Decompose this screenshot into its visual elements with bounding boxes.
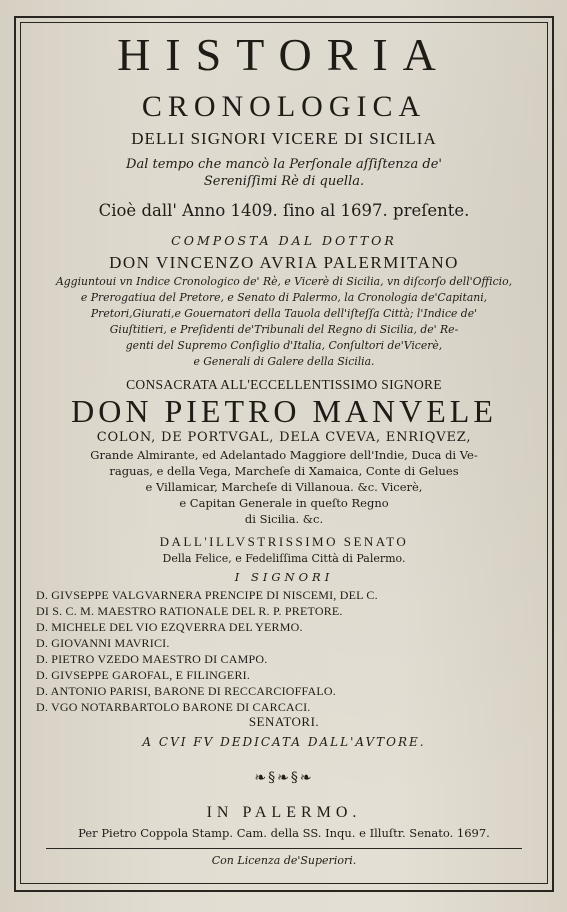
- senator-line: D. ANTONIO PARISI, BARONE DI RECCARCIOFFALO.: [36, 684, 336, 698]
- senato-heading: DALL'ILLVSTRISSIMO SENATO: [159, 534, 409, 549]
- title-historia: HISTORIA: [117, 29, 451, 80]
- dedicatee-title-1: Grande Almirante, ed Adelantado Maggiore dell'Indie, Duca di Ve-: [90, 448, 478, 462]
- senator-line: D. PIETRO VZEDO MAESTRO DI CAMPO.: [36, 652, 268, 666]
- signori-heading: I SIGNORI: [234, 570, 334, 584]
- dedicatee-title-5: di Sicilia. &c.: [244, 512, 324, 526]
- imprint-printer: Per Pietro Coppola Stamp. Cam. della SS. Inqu. e Illuſtr. Senato. 1697.: [78, 826, 490, 840]
- imprint-rule: [46, 848, 522, 849]
- consacrata-line: CONSACRATA ALL'ECCELLENTISSIMO SIGNORE: [126, 377, 442, 392]
- senatori-label: SENATORI.: [248, 714, 320, 729]
- aggiunto-line-2: e Prerogatiua del Pretore, e Senato di Palermo, la Cronologia de'Capitani,: [80, 291, 488, 304]
- senator-line: D. GIVSEPPE VALGVARNERA PRENCIPE DI NISCEMI, DEL C.: [36, 588, 378, 602]
- aggiunto-line-6: e Generali di Galere della Sicilia.: [193, 355, 375, 368]
- composta-line: COMPOSTA DAL DOTTOR: [171, 233, 397, 248]
- aggiunto-line-3: Pretori,Giurati,e Gouernatori della Tauola dell'iſteſſa Città; l'Indice de': [90, 307, 478, 320]
- senato-city: Della Felice, e Fedeliſſima Città di Palermo.: [162, 552, 406, 565]
- dedicatee-title-3: e Villamicar, Marcheſe di Villanoua. &c. Vicerè,: [145, 480, 423, 494]
- imprint-city: IN PALERMO.: [206, 804, 362, 821]
- title-cronologica: CRONOLOGICA: [141, 90, 427, 123]
- dedicatee-title-4: e Capitan Generale in queſto Regno: [179, 496, 389, 510]
- senator-line: DI S. C. M. MAESTRO RATIONALE DEL R. P. PRETORE.: [36, 604, 343, 618]
- printer-ornament: ❧§❧§❧: [254, 770, 314, 786]
- senator-line: D. GIVSEPPE GAROFAL, E FILINGERI.: [36, 668, 251, 682]
- dedication-line: A CVI FV DEDICATA DALL'AVTORE.: [142, 735, 426, 749]
- author-name: DON VINCENZO AVRIA PALERMITANO: [109, 253, 459, 272]
- subtitle-line-1: Dal tempo che mancò la Perſonale aſſiſtenza de': [126, 157, 442, 172]
- imprint-license: Con Licenza de'Superiori.: [211, 854, 357, 867]
- aggiunto-line-4: Giuſtitieri, e Preſidenti de'Tribunali del Regno di Sicilia, de' Re-: [109, 323, 459, 336]
- dedicatee-lineage: COLON, DE PORTVGAL, DELA CVEVA, ENRIQVEZ,: [96, 430, 472, 445]
- subtitle-line-2: Sereniſſimi Rè di quella.: [203, 174, 365, 189]
- dedicatee-name: DON PIETRO MANVELE: [71, 393, 497, 429]
- senator-line: D. MICHELE DEL VIO EZQVERRA DEL YERMO.: [36, 620, 303, 634]
- aggiunto-line-1: Aggiuntoui vn Indice Cronologico de' Rè, e Vicerè di Sicilia, vn diſcorſo dell'Officio,: [55, 275, 513, 288]
- dedicatee-title-2: raguas, e della Vega, Marcheſe di Xamaica, Conte di Gelues: [109, 464, 459, 478]
- senator-line: D. VGO NOTARBARTOLO BARONE DI CARCACI.: [36, 700, 311, 714]
- aggiunto-line-5: genti del Supremo Conſiglio d'Italia, Conſultori de'Vicerè,: [125, 339, 443, 352]
- senator-line: D. GIOVANNI MAVRICI.: [36, 636, 170, 650]
- date-range: Cioè dall' Anno 1409. ſino al 1697. preſente.: [98, 201, 470, 220]
- title-vicere: DELLI SIGNORI VICERE DI SICILIA: [131, 129, 437, 148]
